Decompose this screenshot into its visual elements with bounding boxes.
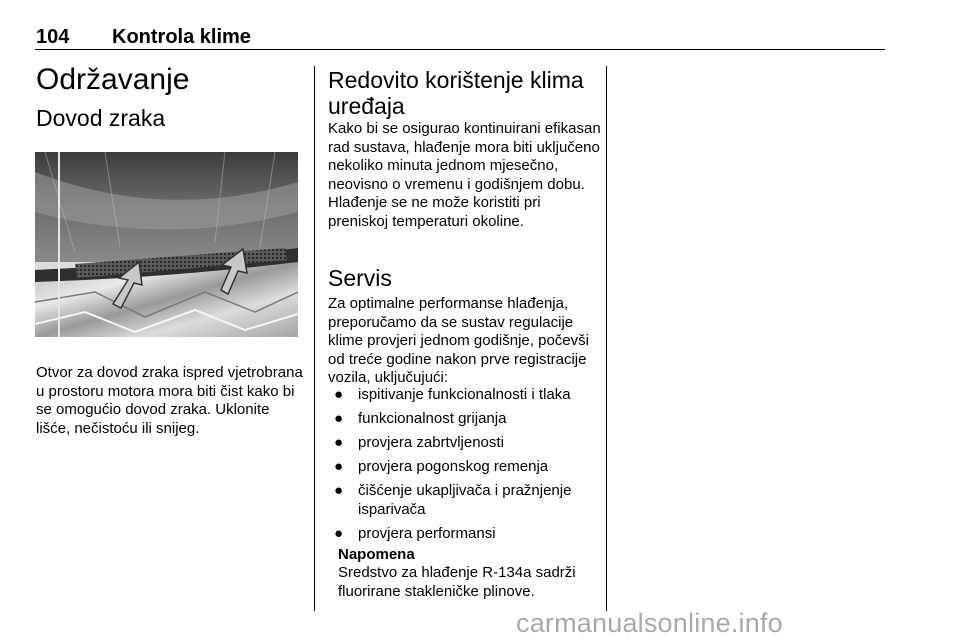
list-item	[328, 410, 603, 429]
column-divider-right	[606, 66, 607, 611]
list-item-text: provjera performansi	[358, 524, 496, 542]
servis-title: Servis	[328, 265, 392, 291]
list-item-text: funkcionalnost grijanja	[358, 410, 507, 427]
header-rule	[35, 49, 885, 50]
bullet-icon: ●	[334, 482, 344, 499]
list-item-text: ispitivanje funkcionalnosti i tlaka	[358, 386, 571, 403]
bullet-icon: ●	[334, 524, 344, 542]
bullet-icon: ●	[334, 410, 344, 427]
service-checklist	[328, 386, 603, 549]
bullet-icon: ●	[334, 386, 344, 403]
list-item	[328, 458, 603, 477]
regular-use-title: Redovito korištenje klima uređaja	[328, 67, 584, 119]
page-number: 104	[36, 26, 70, 48]
list-item-text: provjera pogonskog remenja	[358, 458, 549, 475]
chapter-title: Kontrola klime	[112, 26, 251, 48]
list-item	[328, 386, 603, 405]
subsection-title: Dovod zraka	[36, 105, 166, 131]
list-item-text: čišćenje ukapljivača i pražnjenje isparivača	[358, 482, 572, 518]
regular-use-body-text: Kako bi se osigurao kontinuirani efikasan rad sustava, hlađenje mora biti uključeno nekoliko minuta jednom mjesečno, neovisno o vremenu i godišnjem dobu. Hlađenje se ne može koristiti pri preniskoj temperaturi okoline.	[328, 120, 601, 230]
bullet-icon: ●	[334, 458, 344, 475]
list-item	[328, 525, 603, 544]
section-title: Održavanje	[36, 63, 190, 96]
note-text: Sredstvo za hlađenje R-134a sadrži fluorirane stakleničke plinove.	[338, 564, 576, 600]
air-intake-body-text: Otvor za dovod zraka ispred vjetrobrana u prostoru motora mora biti čist kako bi se omogućio dovod zraka. Uklonite lišće, nečistoću ili snijeg.	[36, 364, 303, 437]
watermark-link[interactable]: carmanualsonline.info	[516, 608, 783, 638]
note-label: Napomena	[338, 546, 415, 563]
servis-body-text: Za optimalne performanse hlađenja, preporučamo da se sustav regulacije klime provjeri jednom godišnje, počevši od treće godine nakon prve registracije vozila, uključujući:	[328, 295, 589, 386]
engine-bay-air-intake-photo	[35, 152, 298, 337]
list-item-text: provjera zabrtvljenosti	[358, 434, 504, 451]
list-item	[328, 482, 603, 519]
bullet-icon: ●	[334, 434, 344, 451]
list-item	[328, 434, 603, 453]
column-divider-left	[314, 66, 315, 611]
